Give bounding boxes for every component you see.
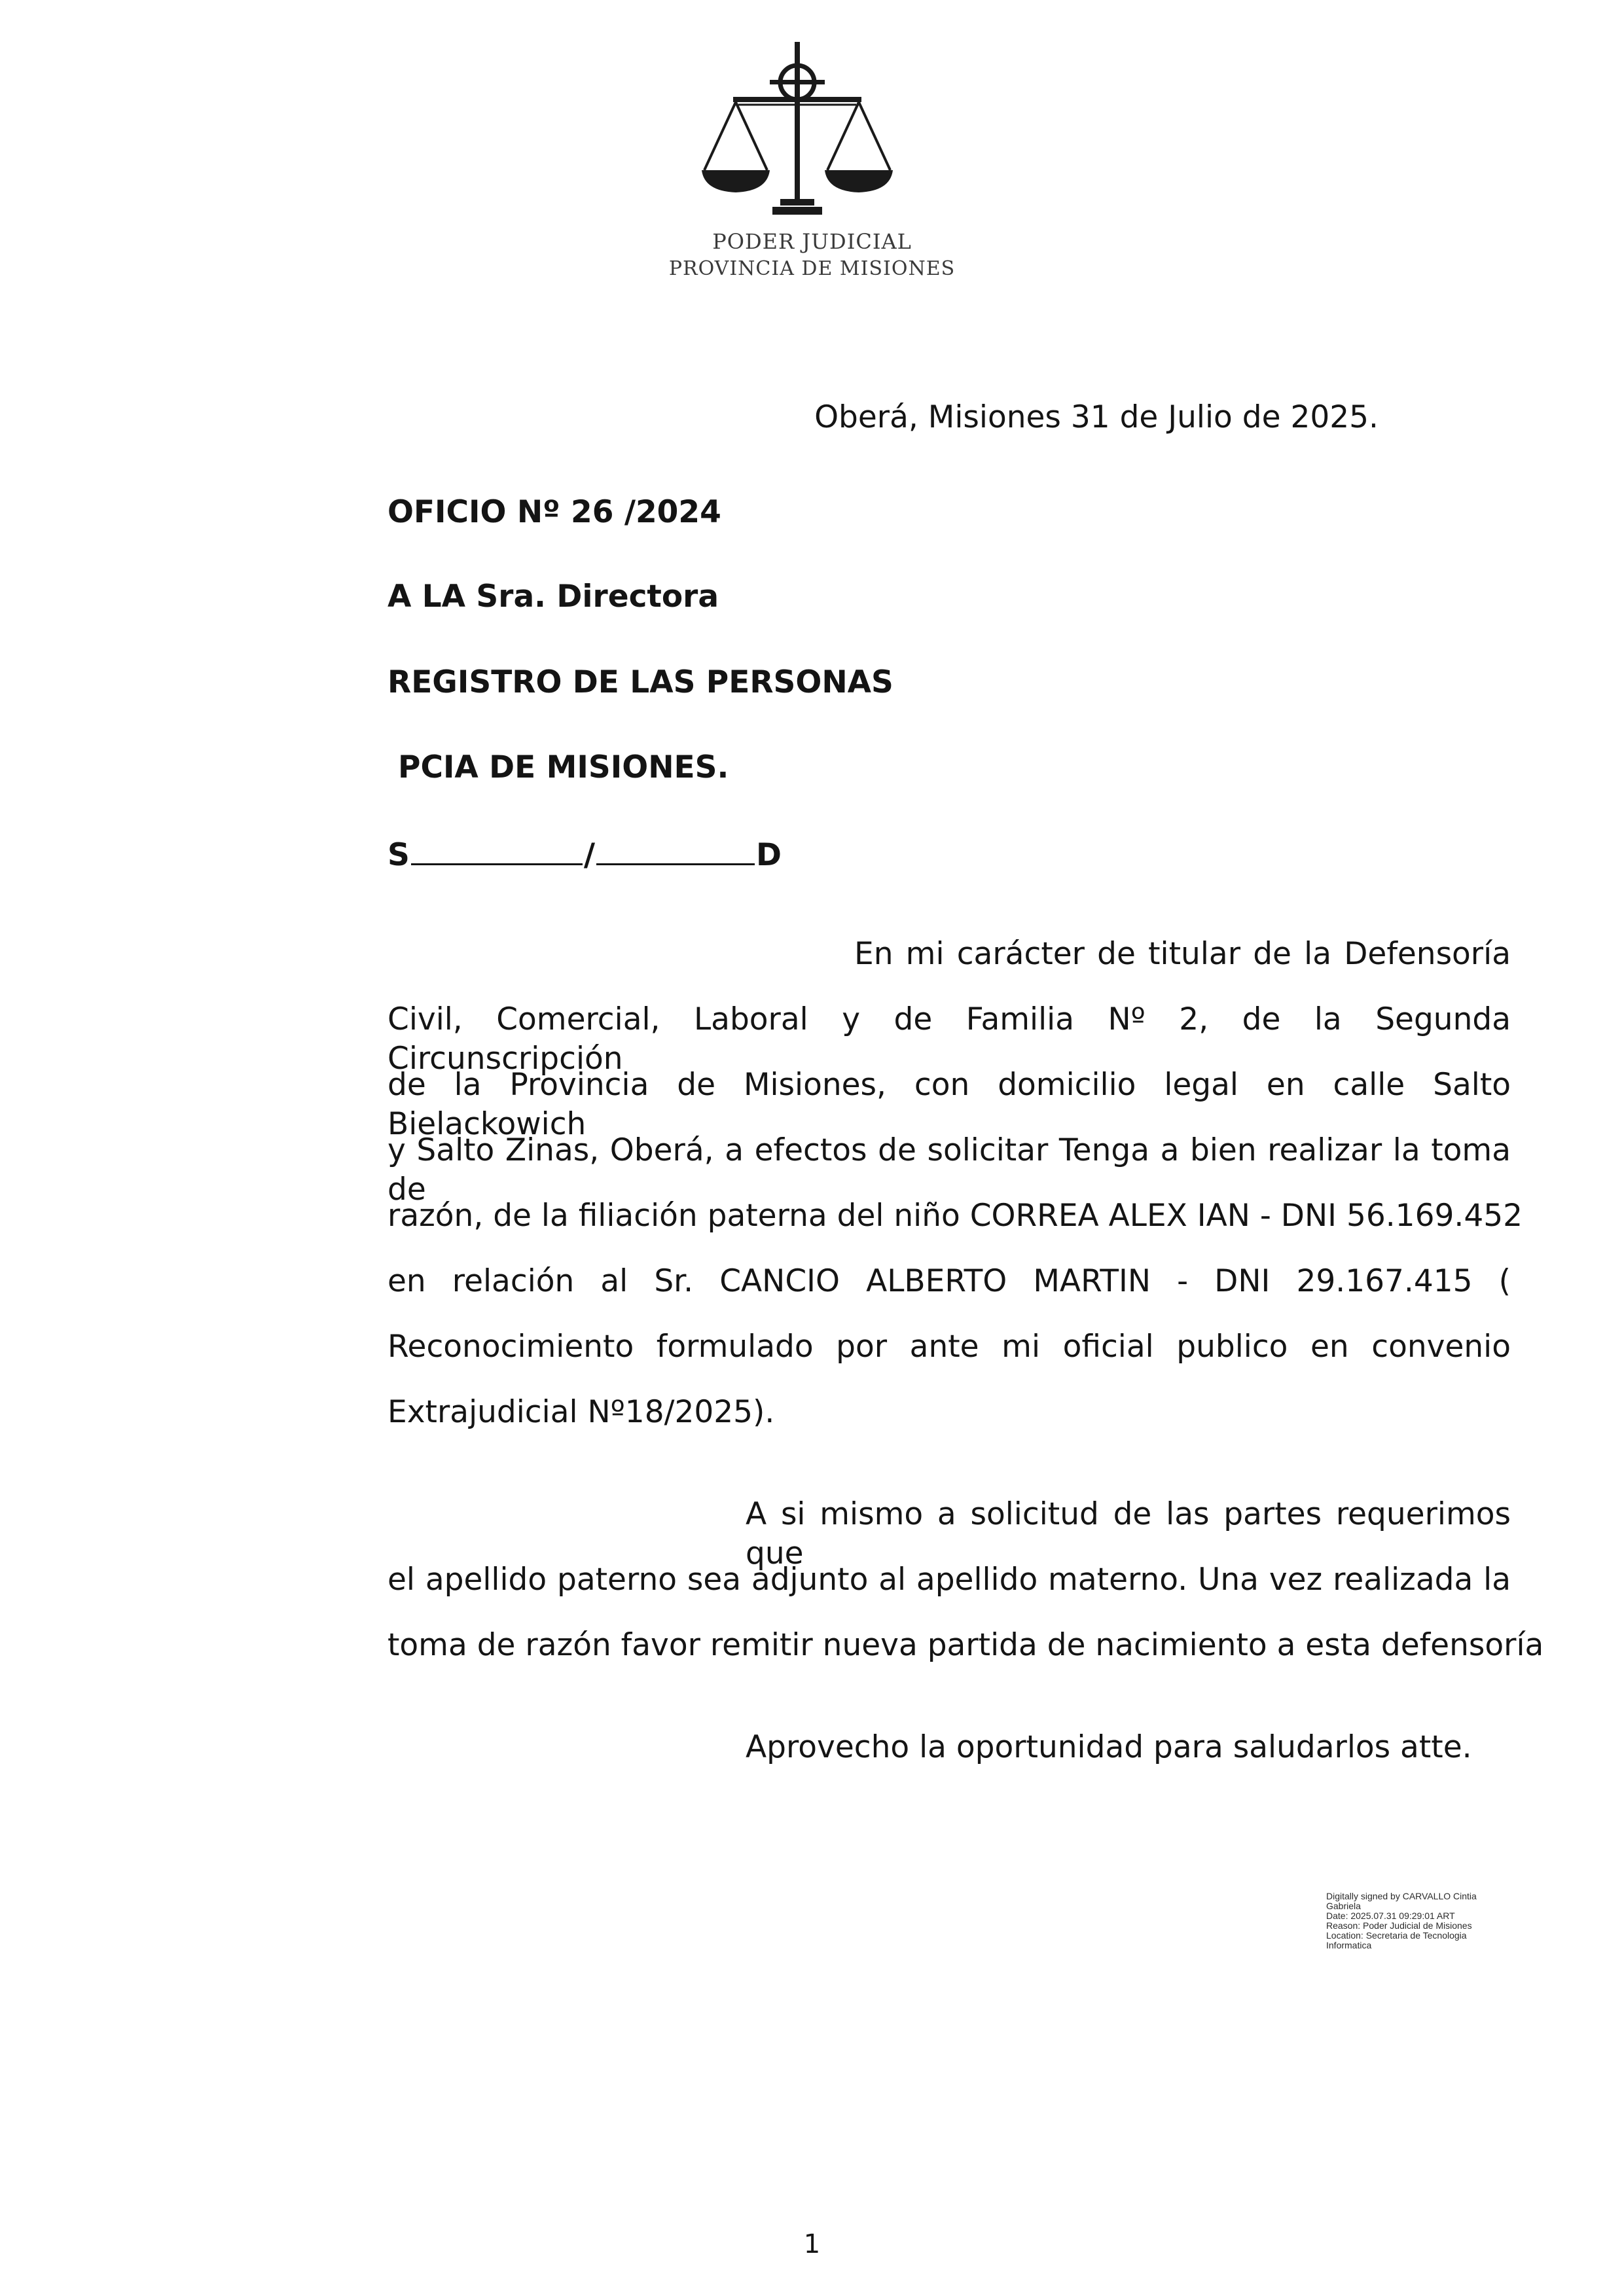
date-line: Oberá, Misiones 31 de Julio de 2025.: [814, 399, 1379, 435]
signature-line: Date: 2025.07.31 09:29:01 ART: [1326, 1910, 1455, 1921]
recipient-line: A LA Sra. Directora: [388, 579, 719, 615]
sd-s: S: [388, 837, 410, 873]
paragraph-1-line: razón, de la filiación paterna del niño CORREA ALEX IAN - DNI 56.169.452: [388, 1198, 1523, 1234]
institution-line: REGISTRO DE LAS PERSONAS: [388, 664, 893, 700]
page-number: 1: [803, 2229, 821, 2259]
letterhead-line-2: PROVINCIA DE MISIONES: [668, 257, 956, 280]
signature-line: Location: Secretaria de Tecnologia: [1326, 1930, 1467, 1941]
sd-line: [388, 834, 782, 873]
paragraph-1-line: Extrajudicial Nº18/2025).: [388, 1394, 775, 1430]
paragraph-1-line: en relación al Sr. CANCIO ALBERTO MARTIN - DNI 29.167.415 (: [388, 1263, 1511, 1299]
province-line: PCIA DE MISIONES.: [398, 749, 729, 785]
signature-line: Gabriela: [1326, 1901, 1361, 1911]
paragraph-1-line: de la Provincia de Misiones, con domicilio legal en calle Salto Bielackowich: [388, 1067, 1511, 1142]
sd-slash: /: [583, 837, 596, 873]
paragraph-2-line: A si mismo a solicitud de las partes requerimos que: [746, 1496, 1511, 1571]
paragraph-1-line: y Salto Zinas, Oberá, a efectos de solicitar Tenga a bien realizar la toma de: [388, 1132, 1511, 1208]
paragraph-2-line: el apellido paterno sea adjunto al apellido materno. Una vez realizada la: [388, 1562, 1511, 1598]
signature-line: Digitally signed by CARVALLO Cintia: [1326, 1891, 1477, 1901]
closing-line: Aprovecho la oportunidad para saludarlos atte.: [746, 1729, 1472, 1765]
paragraph-1-line: Reconocimiento formulado por ante mi oficial publico en convenio: [388, 1329, 1511, 1365]
digital-signature-stamp: [1326, 1892, 1523, 1950]
paragraph-1-line: Civil, Comercial, Laboral y de Familia Nº 2, de la Segunda Circunscripción: [388, 1001, 1511, 1077]
letterhead-line-1: PODER JUDICIAL: [712, 229, 912, 254]
sd-blank-1: [411, 834, 583, 865]
sd-blank-2: [596, 834, 755, 865]
oficio-number: OFICIO Nº 26 /2024: [388, 494, 721, 530]
justice-scale-cross-icon: [699, 42, 895, 217]
paragraph-2-line: toma de razón favor remitir nueva partida de nacimiento a esta defensoría: [388, 1627, 1544, 1663]
sd-d: D: [756, 837, 782, 873]
signature-line: Reason: Poder Judicial de Misiones: [1326, 1920, 1472, 1931]
paragraph-1-line: En mi carácter de titular de la Defensoría: [854, 936, 1511, 972]
signature-line: Informatica: [1326, 1940, 1372, 1950]
